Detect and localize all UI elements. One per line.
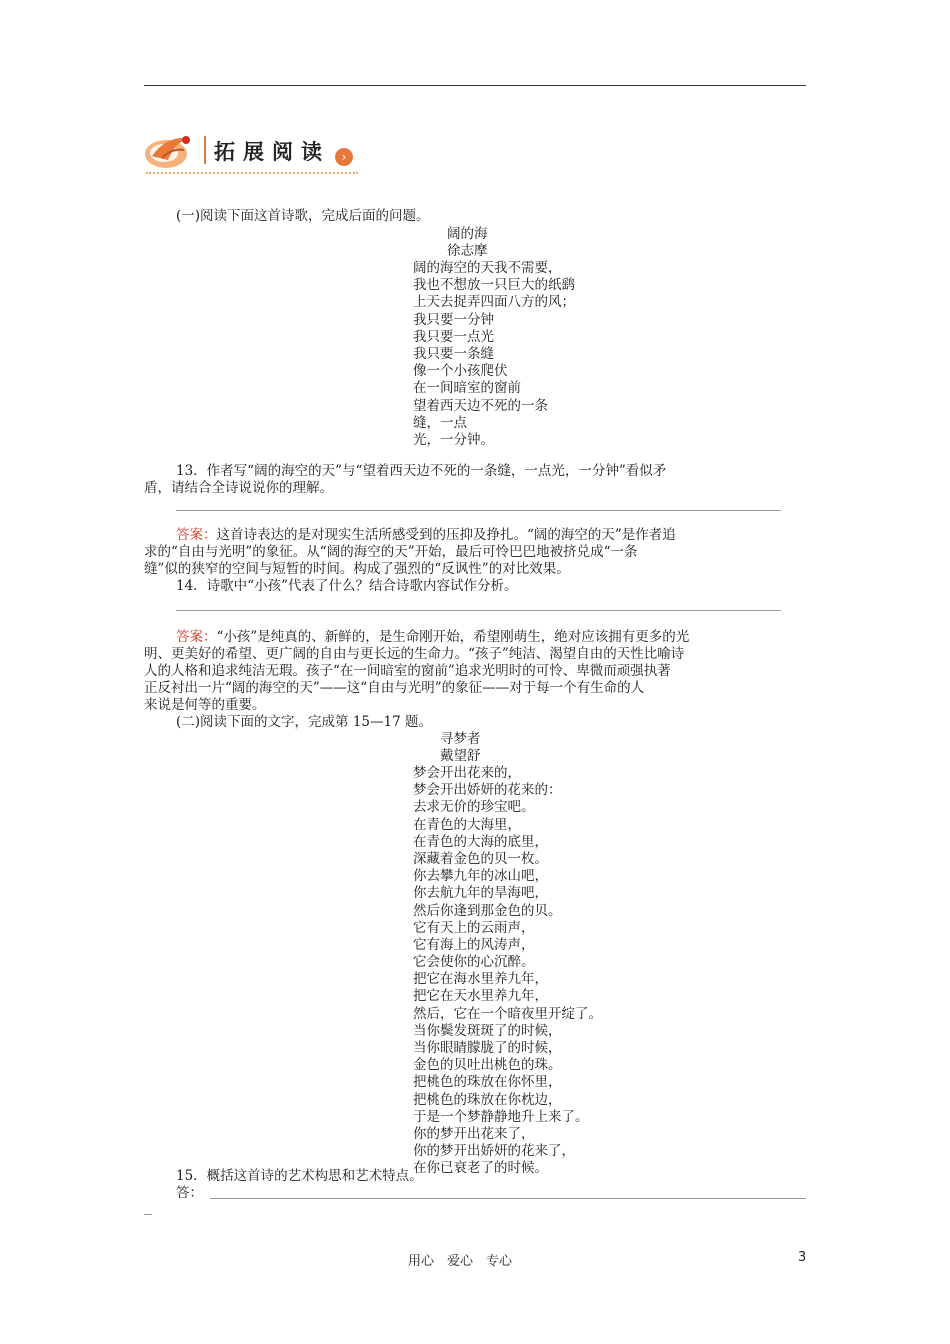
poem2-title: 寻梦者	[440, 731, 481, 747]
answer-14-line5: 来说是何等的重要。	[144, 697, 266, 713]
answer-blank-line	[176, 510, 781, 511]
poem-line: 在青色的大海的底里，	[413, 833, 548, 850]
answer-13-line3: 缝”似的狭窄的空间与短暂的时间。构成了强烈的“反讽性”的对比效果。	[144, 561, 570, 577]
poem-line: 梦会开出娇妍的花来的：	[413, 782, 562, 799]
poem-line: 深藏着金色的贝一枚。	[413, 850, 548, 867]
page-number: 3	[798, 1250, 807, 1265]
poem-line: 我只要一点光	[413, 328, 494, 345]
poem-line: 它有天上的云雨声，	[413, 919, 535, 936]
poem-line: 它有海上的风涛声，	[413, 936, 535, 953]
question-13-line2: 盾，请结合全诗说说你的理解。	[144, 480, 333, 496]
poem-line: 然后你逢到那金色的贝。	[413, 902, 562, 919]
banner-separator	[204, 136, 206, 164]
poem-line: 望着西天边不死的一条	[413, 397, 548, 414]
answer-14-line4: 正反衬出一片“阔的海空的天”——这“自由与光明”的象征——对于每一个有生命的人	[144, 680, 645, 696]
answer-13-line2: 求的“自由与光明”的象征。从“阔的海空的天”开始，最后可怜巴巴地被挤兑成“一条	[144, 544, 638, 560]
poem-line: 缝，一点	[413, 414, 467, 431]
poem-line: 去求无价的珍宝吧。	[413, 799, 535, 816]
poem-line: 把它在海水里养九年，	[413, 971, 548, 988]
poem-line: 像一个小孩爬伏	[413, 363, 508, 380]
section1-intro: (一)阅读下面这首诗歌，完成后面的问题。	[176, 208, 430, 224]
poem1-body	[413, 260, 575, 449]
poem-line: 当你眼睛朦胧了的时候，	[413, 1040, 562, 1056]
poem-line: 它会使你的心沉醉。	[413, 954, 535, 971]
section2-intro: (二)阅读下面的文字，完成第 15—17 题。	[176, 714, 432, 730]
poem-line: 在一间暗室的窗前	[413, 380, 521, 397]
poem-line: 梦会开出花来的，	[413, 765, 521, 781]
poem-line: 阔的海空的天我不需要，	[413, 260, 562, 276]
answer-blank-line	[176, 610, 781, 611]
poem-line: 我也不想放一只巨大的纸鹞	[413, 277, 575, 294]
poem-line: 当你鬓发斑斑了的时候，	[413, 1022, 562, 1039]
poem-line: 你去攀九年的冰山吧，	[413, 868, 548, 885]
answer-14-line1: 答案：“小孩”是纯真的、新鲜的，是生命刚开始，希望刚萌生，绝对应该拥有更多的光	[176, 629, 690, 645]
answer-label: 答案：	[176, 629, 217, 645]
banner-title: 拓展阅读	[214, 140, 330, 164]
question-15: 15．概括这首诗的艺术构思和艺术特点。	[176, 1168, 423, 1184]
banner-dotted-line	[146, 172, 358, 174]
poem-line: 把它在天水里养九年，	[413, 988, 548, 1005]
poem-line: 于是一个梦静静地升上来了。	[413, 1108, 589, 1125]
poem-line: 金色的贝吐出桃色的珠。	[413, 1057, 562, 1074]
answer-14-line2: 明、更美好的希望、更广阔的自由与更长远的生命力。“孩子”纯洁、渴望自由的天性比喻诗	[144, 646, 685, 662]
poem-line: 把桃色的珠放在你枕边，	[413, 1091, 562, 1108]
poem1-author: 徐志摩	[447, 243, 488, 259]
poem-line: 上天去捉弄四面八方的风；	[413, 294, 575, 311]
header-rule	[144, 85, 806, 86]
answer-label: 答案：	[176, 527, 217, 543]
section-banner	[142, 128, 362, 178]
question-13-line1: 13．作者写“阔的海空的天”与“望着西天边不死的一条缝，一点光，一分钟”看似矛	[176, 463, 667, 479]
poem-line: 我只要一分钟	[413, 311, 494, 328]
poem-line: 然后，它在一个暗夜里开绽了。	[413, 1005, 602, 1022]
footer-motto: 用心 爱心 专心	[408, 1254, 513, 1269]
question-14: 14．诗歌中“小孩”代表了什么？结合诗歌内容试作分析。	[176, 578, 518, 594]
poem-line: 我只要一条缝	[413, 345, 494, 362]
poem2-body	[413, 765, 602, 1178]
poem-line: 你的梦开出娇妍的花来了，	[413, 1143, 575, 1160]
poem-line: 在青色的大海里，	[413, 816, 521, 833]
poem-line: 光，一分钟。	[413, 431, 494, 448]
poem-line: 你的梦开出花来了，	[413, 1125, 535, 1142]
poem-line: 把桃色的珠放在你怀里，	[413, 1074, 562, 1091]
poem1-title: 阔的海	[447, 226, 488, 242]
answer-13-line1: 答案：这首诗表达的是对现实生活所感受到的压抑及挣扎。“阔的海空的天”是作者追	[176, 527, 676, 543]
poem-line: 你去航九年的旱海吧，	[413, 885, 548, 902]
poem2-author: 戴望舒	[440, 748, 481, 764]
poem-line: 在你已衰老了的时候。	[413, 1160, 548, 1177]
answer-blank-line	[210, 1198, 806, 1199]
answer-15-label: 答：	[176, 1185, 203, 1201]
answer-14-line3: 人的人格和追求纯洁无瑕。孩子“在一间暗室的窗前”追求光明时的可怜、卑微而顽强执著	[144, 663, 671, 679]
book-logo-icon	[142, 128, 198, 172]
answer-blank-stub	[144, 1214, 152, 1215]
chevron-right-icon: ›	[335, 148, 353, 166]
